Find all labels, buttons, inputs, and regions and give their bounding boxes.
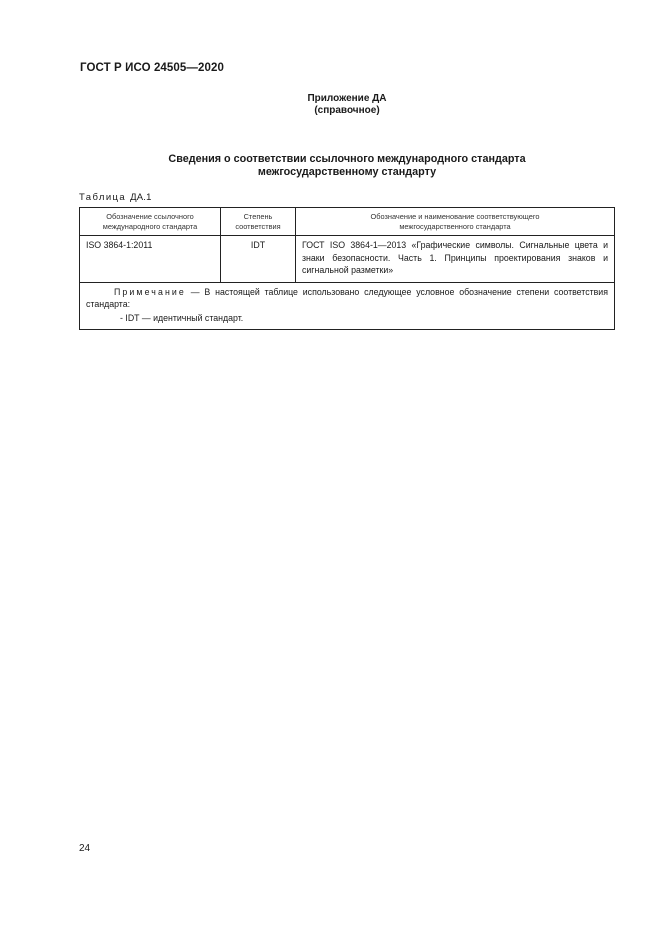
header-col2-line1: Степень xyxy=(243,212,273,221)
cell-reference-standard: ISO 3864-1:2011 xyxy=(80,236,221,283)
cell-interstate-standard: ГОСТ ISO 3864-1—2013 «Графические символы. Сигнальные цвета и знаки безопасности. Часть 1. Принципы проектирования знаков и сигнальной разметки» xyxy=(296,236,615,283)
note-text: — В настоящей таблице использовано следующее условное обозначение степени соответствия стандарта: xyxy=(86,286,608,309)
table-note xyxy=(80,282,615,330)
cell-degree: IDT xyxy=(221,236,296,283)
header-interstate-standard xyxy=(296,208,615,236)
header-col2-line2: соответствия xyxy=(235,222,281,231)
page-number: 24 xyxy=(79,843,91,854)
annex-heading xyxy=(0,93,661,117)
table-caption-number: ДА.1 xyxy=(130,192,152,203)
header-reference-standard xyxy=(80,208,221,236)
annex-title: Приложение ДА xyxy=(307,93,387,104)
note-label: Примечание xyxy=(114,286,186,297)
table-header-row xyxy=(80,208,615,236)
table-caption-label: Таблица xyxy=(79,192,127,203)
note-paragraph xyxy=(86,286,608,311)
document-code: ГОСТ Р ИСО 24505—2020 xyxy=(80,62,225,74)
table-note-row xyxy=(80,282,615,330)
header-col1-line1: Обозначение ссылочного xyxy=(106,212,194,221)
note-list-item: - IDT — идентичный стандарт. xyxy=(120,312,244,323)
annex-status: (справочное) xyxy=(314,105,380,116)
section-title-line-2: межгосударственному стандарту xyxy=(257,166,437,178)
section-title-line-1: Сведения о соответствии ссылочного международного стандарта xyxy=(168,153,526,165)
section-title xyxy=(0,153,661,179)
header-col3-line2: межгосударственного стандарта xyxy=(399,222,511,231)
header-col3-line1: Обозначение и наименование соответствующего xyxy=(370,212,540,221)
header-col1-line2: международного стандарта xyxy=(102,222,198,231)
table-caption xyxy=(79,192,152,203)
table-row xyxy=(80,236,615,283)
header-degree xyxy=(221,208,296,236)
correspondence-table xyxy=(79,207,615,330)
